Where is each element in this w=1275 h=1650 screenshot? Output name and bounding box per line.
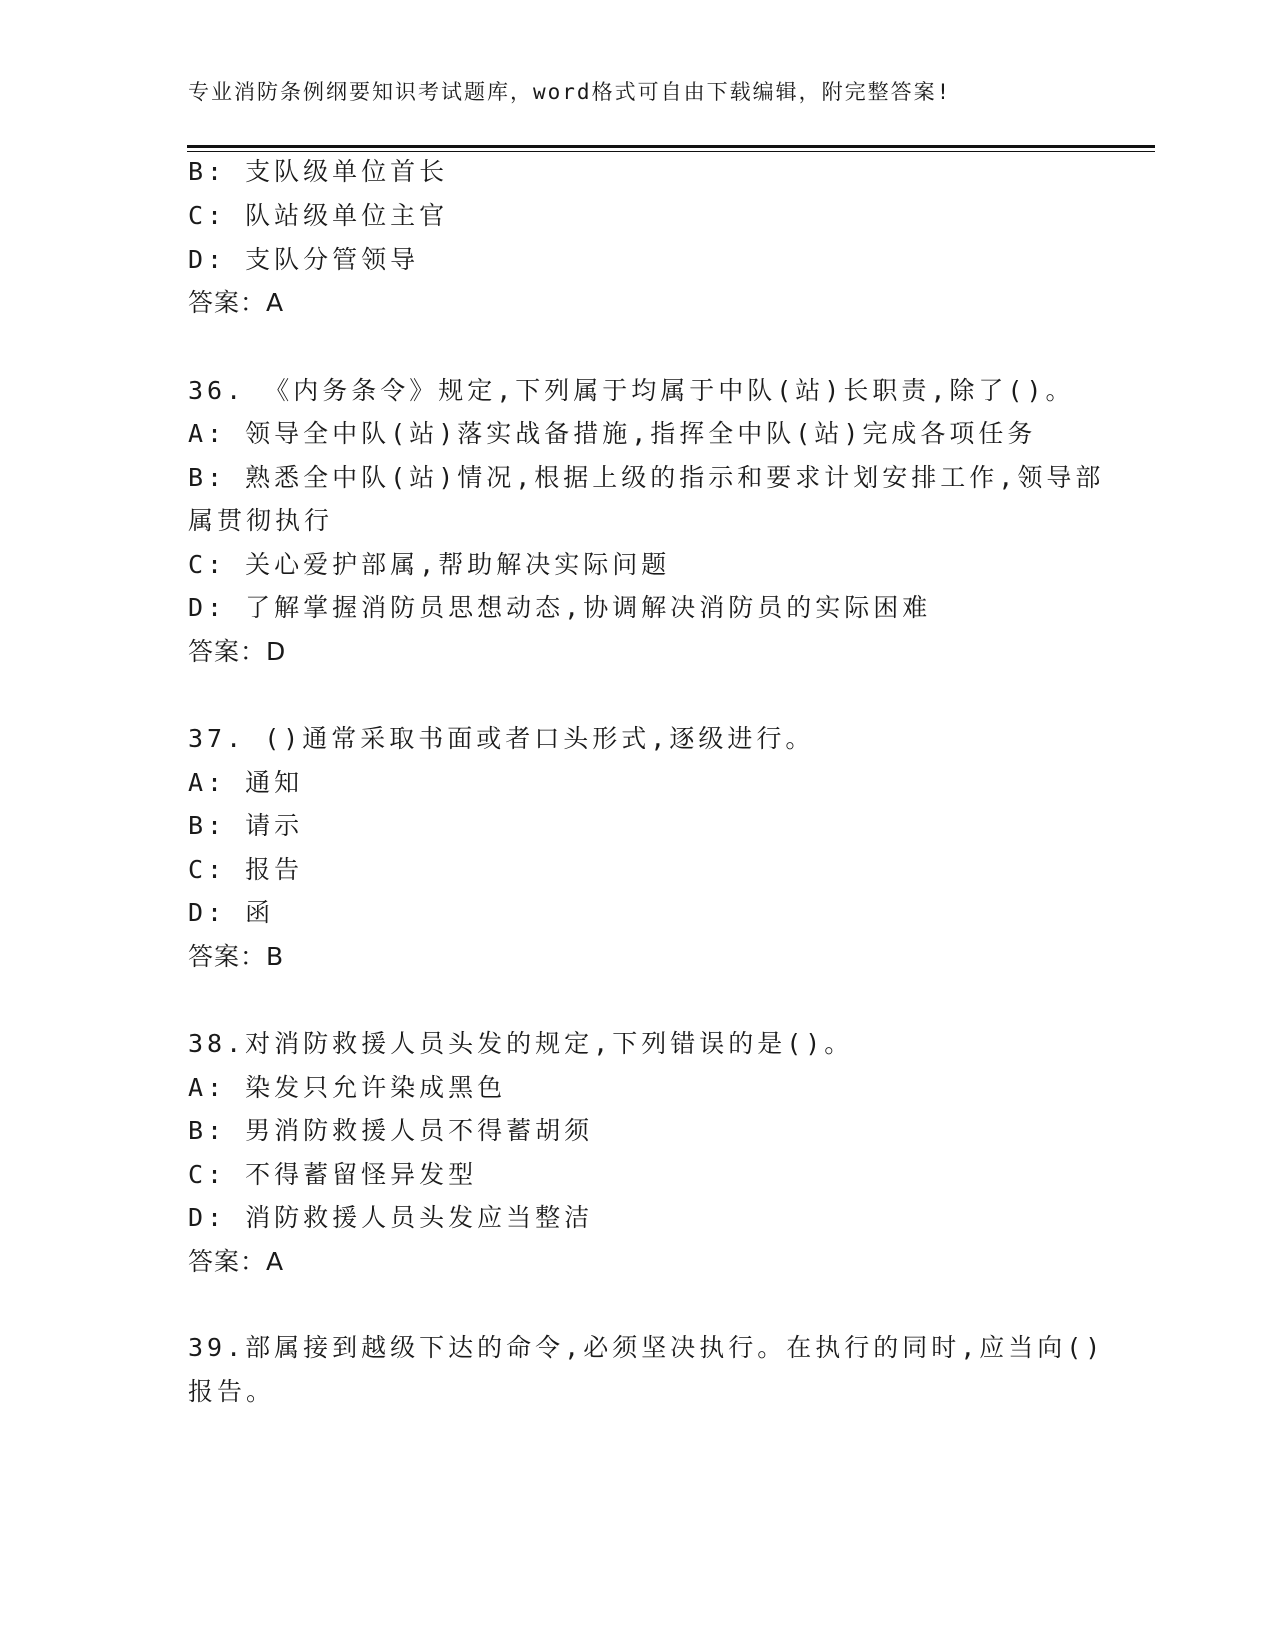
q36-option-a: A: 领导全中队(站)落实战备措施,指挥全中队(站)完成各项任务 bbox=[188, 419, 1037, 448]
q36-option-b: B: 熟悉全中队(站)情况,根据上级的指示和要求计划安排工作,领导部 bbox=[188, 463, 1105, 492]
q37-question: 37. ()通常采取书面或者口头形式,逐级进行。 bbox=[188, 724, 815, 753]
q38-option-c: C: 不得蓄留怪异发型 bbox=[188, 1160, 478, 1189]
q36-answer: 答案：D bbox=[188, 637, 287, 666]
q37-option-c: C: 报告 bbox=[188, 855, 304, 884]
q37-option-a: A: 通知 bbox=[188, 768, 304, 797]
header-rule-thick bbox=[187, 145, 1155, 148]
q35-option-d: D: 支队分管领导 bbox=[188, 245, 420, 274]
q35-option-b: B: 支队级单位首长 bbox=[188, 157, 449, 186]
q39-question-line-2: 报告。 bbox=[188, 1377, 276, 1406]
q38-question: 38.对消防救援人员头发的规定,下列错误的是()。 bbox=[188, 1029, 854, 1058]
document-header: 专业消防条例纲要知识考试题库，word格式可自由下载编辑，附完整答案! bbox=[188, 80, 952, 104]
q36-question: 36. 《内务条令》规定,下列属于均属于中队(站)长职责,除了()。 bbox=[188, 376, 1075, 405]
q39-question-line-1: 39.部属接到越级下达的命令,必须坚决执行。在执行的同时,应当向() bbox=[188, 1333, 1105, 1362]
q36-option-b-continued: 属贯彻执行 bbox=[188, 506, 334, 535]
q37-answer: 答案：B bbox=[188, 942, 285, 971]
q38-option-d: D: 消防救援人员头发应当整洁 bbox=[188, 1203, 594, 1232]
q37-option-b: B: 请示 bbox=[188, 811, 304, 840]
header-rule-thin bbox=[187, 151, 1155, 152]
q37-option-d: D: 函 bbox=[188, 898, 275, 927]
q38-option-b: B: 男消防救援人员不得蓄胡须 bbox=[188, 1116, 594, 1145]
q36-option-d: D: 了解掌握消防员思想动态,协调解决消防员的实际困难 bbox=[188, 593, 932, 622]
q36-option-c: C: 关心爱护部属,帮助解决实际问题 bbox=[188, 550, 671, 579]
q35-answer: 答案：A bbox=[188, 288, 285, 317]
q38-option-a: A: 染发只允许染成黑色 bbox=[188, 1073, 507, 1102]
q38-answer: 答案：A bbox=[188, 1247, 285, 1276]
q35-option-c: C: 队站级单位主官 bbox=[188, 201, 449, 230]
